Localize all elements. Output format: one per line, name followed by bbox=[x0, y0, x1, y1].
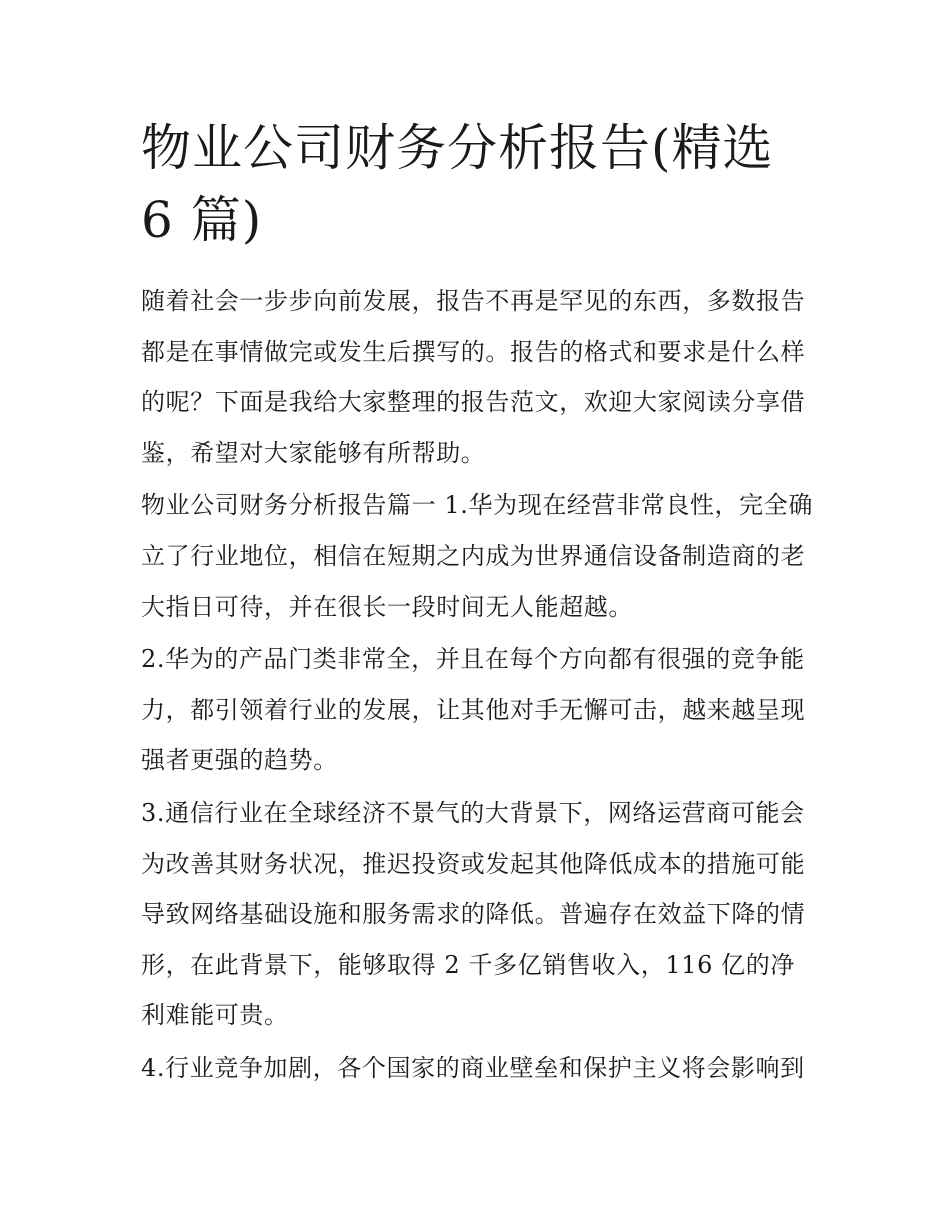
paragraph-point-4: 4.行业竞争加剧，各个国家的商业壁垒和保护主义将会影响到 bbox=[141, 1053, 805, 1082]
document-title: 物业公司财务分析报告(精选 6 篇) bbox=[141, 119, 774, 249]
paragraph-point-3: 3.通信行业在全球经济不景气的大背景下，网络运营商可能会为改善其财务状况，推迟投资或发起其他降低成本的措施可能导致网络基础设施和服务需求的降低。普遍存在效益下降的情形，在此背景下，能够取得 2 千多亿销售收入，116 亿的净利难能可贵。 bbox=[141, 798, 806, 1030]
document-body bbox=[141, 112, 813, 1096]
paragraph-point-2: 2.华为的产品门类非常全，并且在每个方向都有很强的竞争能力，都引领着行业的发展，让其他对手无懈可击，越来越呈现强者更强的趋势。 bbox=[141, 645, 806, 775]
paragraph-point-1: 物业公司财务分析报告篇一 1.华为现在经营非常良性，完全确立了行业地位，相信在短期之内成为世界通信设备制造商的老大指日可待，并在很长一段时间无人能超越。 bbox=[141, 491, 813, 621]
paragraph-intro: 随着社会一步步向前发展，报告不再是罕见的东西，多数报告都是在事情做完或发生后撰写的。报告的格式和要求是什么样的呢？下面是我给大家整理的报告范文，欢迎大家阅读分享借鉴，希望对大家能够有所帮助。 bbox=[141, 287, 806, 467]
